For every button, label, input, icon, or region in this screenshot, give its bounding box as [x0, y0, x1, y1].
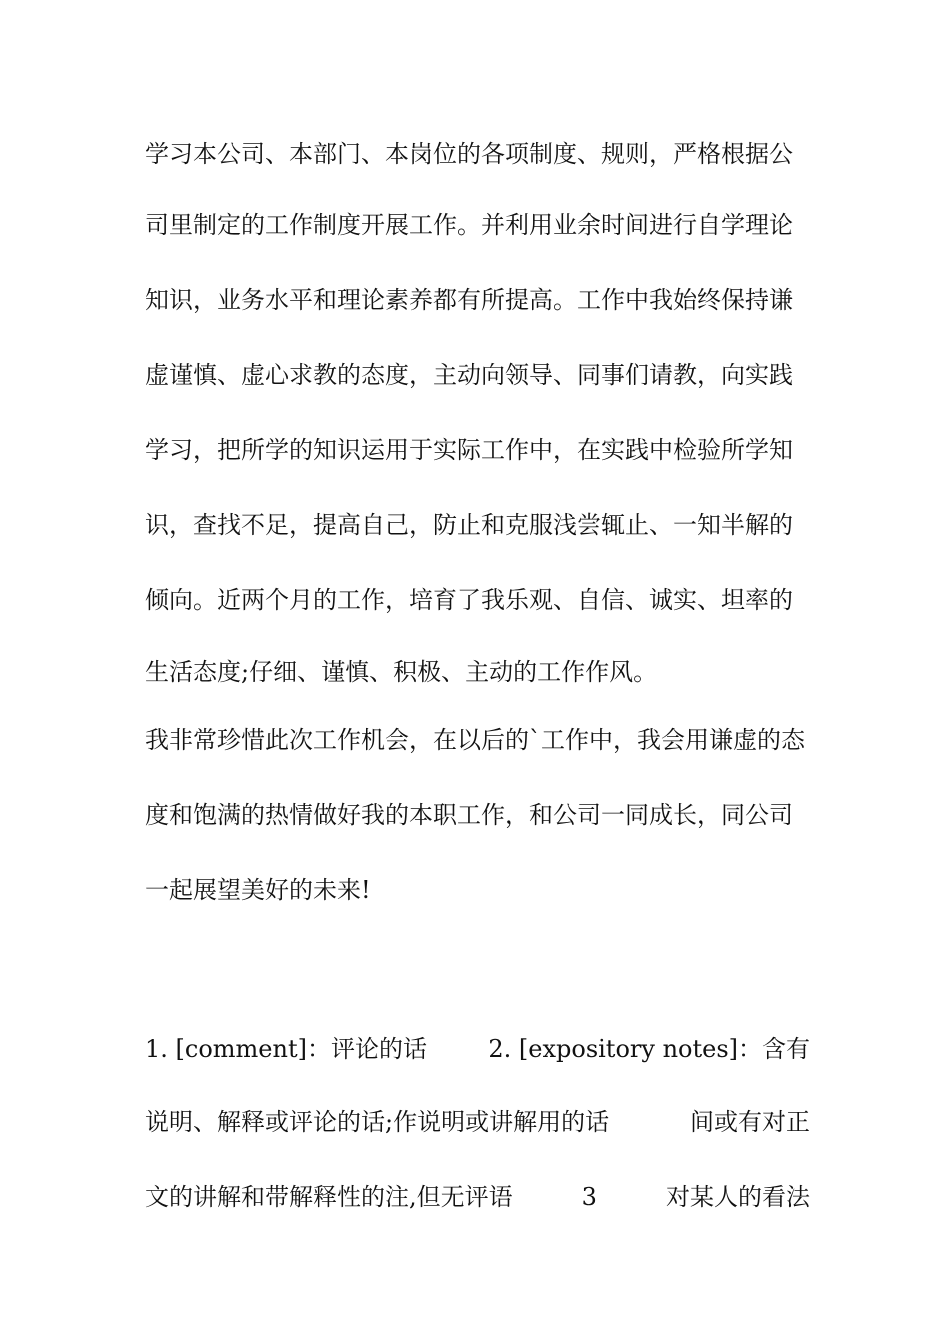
notes-line-3 [145, 1177, 810, 1217]
paragraph-2-line-1: 我非常珍惜此次工作机会，在以后的`工作中，我会用谦虚的态 [145, 726, 805, 754]
paragraph-1-line-3: 知识，业务水平和理论素养都有所提高。工作中我始终保持谦 [145, 286, 793, 314]
note-text: 间或有对正 [690, 1108, 810, 1136]
note-item-1: 1. [comment]：评论的话 [145, 1035, 427, 1063]
paragraph-2-line-2: 度和饱满的热情做好我的本职工作，和公司一同成长，同公司 [145, 801, 793, 829]
paragraph-2-line-3: 一起展望美好的未来! [145, 876, 371, 904]
note-text: 说明、解释或评论的话;作说明或讲解用的话 [145, 1108, 610, 1136]
paragraph-1-line-6: 识，查找不足，提高自己，防止和克服浅尝辄止、一知半解的 [145, 511, 793, 539]
paragraph-1-line-1: 学习本公司、本部门、本岗位的各项制度、规则，严格根据公 [145, 140, 793, 168]
paragraph-1-line-7: 倾向。近两个月的工作，培育了我乐观、自信、诚实、坦率的 [145, 586, 793, 614]
notes-line-1 [145, 1029, 810, 1069]
paragraph-1-line-2: 司里制定的工作制度开展工作。并利用业余时间进行自学理论 [145, 211, 793, 239]
note-number: 3 [581, 1183, 597, 1211]
note-item-2: 2. [expository notes]：含有 [488, 1035, 810, 1063]
paragraph-1-line-8: 生活态度;仔细、谨慎、积极、主动的工作作风。 [145, 658, 658, 686]
note-text: 对某人的看法 [665, 1183, 810, 1211]
note-text: 文的讲解和带解释性的注,但无评语 [145, 1183, 513, 1211]
paragraph-1-line-5: 学习，把所学的知识运用于实际工作中，在实践中检验所学知 [145, 436, 793, 464]
notes-line-2 [145, 1102, 810, 1142]
paragraph-1-line-4: 虚谨慎、虚心求教的态度，主动向领导、同事们请教，向实践 [145, 361, 793, 389]
